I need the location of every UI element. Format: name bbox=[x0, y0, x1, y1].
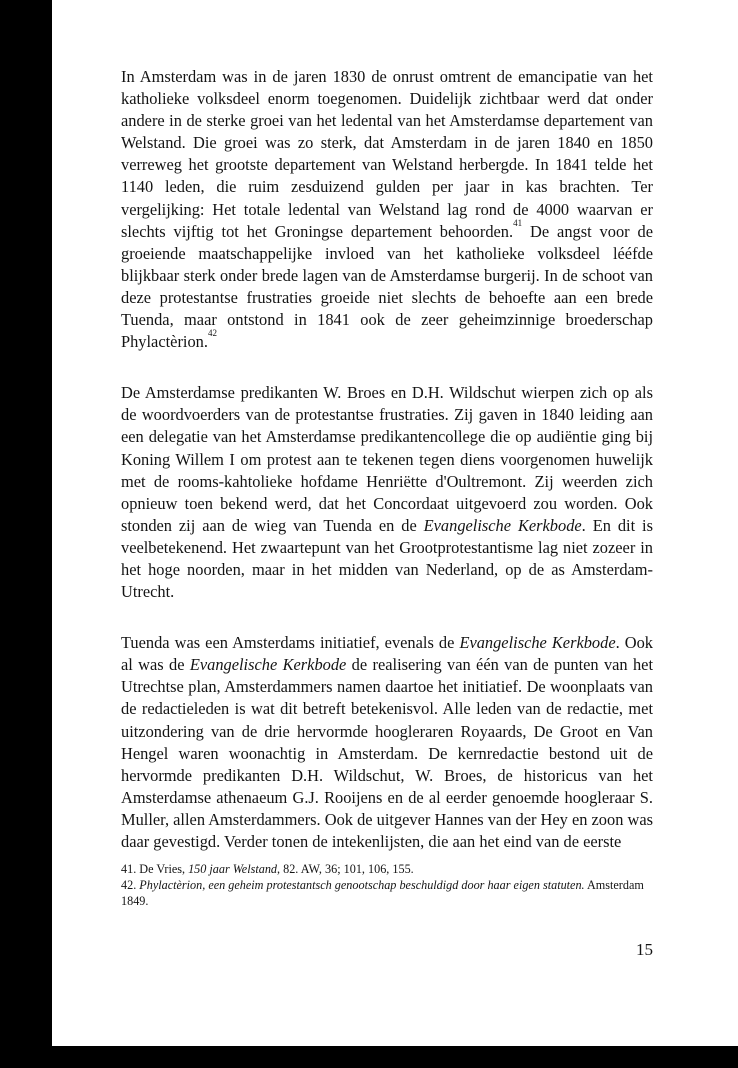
page-number: 15 bbox=[636, 940, 653, 959]
text-run: , 82. AW, 36; 101, 106, 155. bbox=[277, 862, 414, 876]
text-run: . Ook al was de bbox=[121, 633, 653, 675]
text-run: De Amsterdamse predikanten W. Broes en D.H. Wildschut wierpen zich op als de woordvoerders van de protestantse frustraties. Zij gaven in 1840 leiding aan een delegatie van het Amsterdamse predikantencollege die op audiëntie ging bij Koning Willem I om protest aan te tekenen tegen diens voorgenomen huwelijk met de rooms-kahtolieke hofdame Henriëtte d'Oultremont. Zij weerden zich opnieuw toen bekend werd, dat het Concordaat uitgevoerd zou worden. Ook stonden zij aan de wieg van Tuenda en de bbox=[121, 383, 653, 535]
text-run: . En dit is veelbetekenend. Het zwaartepunt van het Grootprotestantisme lag niet zozeer in het hoge noorden, maar in het midden van Nederland, op de as Amsterdam-Utrecht. bbox=[121, 515, 653, 602]
footnote-ref: 42 bbox=[207, 328, 217, 339]
text-run: Tuenda was een Amsterdams initiatief, evenals de bbox=[121, 633, 460, 653]
scan-border-left bbox=[0, 0, 52, 1068]
scan-border-bottom bbox=[0, 1046, 738, 1068]
italic-text: Evangelische Kerkbode bbox=[189, 655, 347, 675]
text-run: de realisering van één van de punten van het Utrechtse plan, Amsterdammers namen daartoe het initiatief. De woonplaats van de redactieleden is wat dit betreft betekenisvol. Alle leden van de redactie, met uitzondering van de drie hervormde hoogleraren Royaards, De Groot en Van Hengel waren woonachtig in Amsterdam. De kernredactie bestond uit de hervormde predikanten D.H. Wildschut, W. Broes, de historicus van het Amsterdamse athenaeum G.J. Rooijens en de al eerder genoemde hoogleraar S. Muller, allen Amsterdammers. Ook de uitgever Hannes van der Hey en zoon was daar gevestigd. Verder tonen de intekenlijsten, die aan het eind van de eerste bbox=[121, 655, 653, 851]
paragraph bbox=[121, 66, 653, 353]
footnotes bbox=[121, 861, 653, 909]
footnote-ref: 41 bbox=[513, 217, 523, 228]
italic-text: Phylactèrion, een geheim protestantsch genootschap beschuldigd door haar eigen statuten. bbox=[139, 878, 585, 892]
italic-text: Evangelische Kerkbode bbox=[423, 515, 582, 535]
paragraph bbox=[121, 632, 653, 853]
text-run: In Amsterdam was in de jaren 1830 de onrust omtrent de emancipatie van het katholieke volksdeel enorm toegenomen. Duidelijk zichtbaar werd dat onder andere in de sterke groei van het ledental van het Amsterdamse departement van Welstand. Die groei was zo sterk, dat Amsterdam in de jaren 1840 en 1850 verreweg het grootste departement van Welstand herbergde. In 1841 telde het 1140 leden, die ruim zesduizend gulden per jaar in kas brachten. Ter vergelijking: Het totale ledental van Welstand lag rond de 4000 waarvan er slechts vijftig tot het Groningse departement behoorden. bbox=[121, 67, 653, 241]
text-run: 42. bbox=[121, 878, 140, 892]
italic-text: Evangelische Kerkbode bbox=[459, 633, 616, 653]
footnote bbox=[121, 877, 653, 909]
body-text bbox=[121, 66, 653, 882]
text-run: Amsterdam 1849. bbox=[121, 878, 644, 908]
text-run: De angst voor de groeiende maatschappelijke invloed van het katholieke volksdeel lééfde blijkbaar sterk onder brede lagen van de Amsterdamse burgerij. In de schoot van deze protestantse frustraties groeide niet slechts de behoefte aan een brede Tuenda, maar ontstond in 1841 ook de zeer geheimzinnige broederschap Phylactèrion. bbox=[121, 221, 653, 352]
italic-text: 150 jaar Welstand bbox=[188, 862, 278, 876]
text-run: 41. De Vries, bbox=[121, 862, 189, 876]
footnote bbox=[121, 861, 653, 877]
paragraph bbox=[121, 382, 653, 603]
